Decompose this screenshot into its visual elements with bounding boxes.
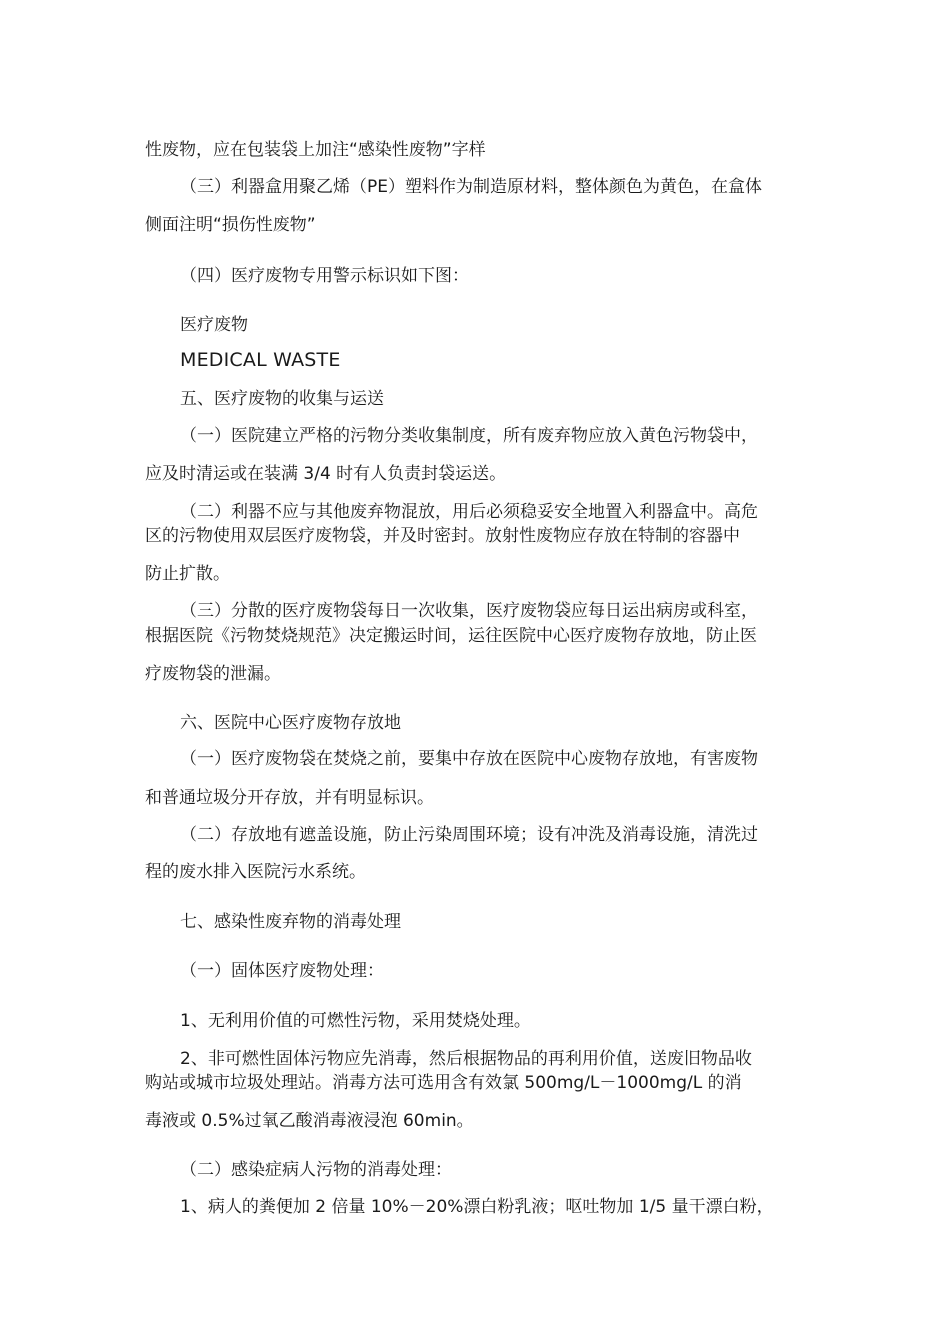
- text-line: 程的废水排入医院污水系统。: [145, 862, 366, 882]
- text-line: 根据医院《污物焚烧规范》决定搬运时间，运往医院中心医疗废物存放地，防止医: [145, 626, 757, 646]
- text-line: 性废物，应在包装袋上加注“感染性废物”字样: [145, 140, 486, 160]
- text-line: 防止扩散。: [145, 564, 230, 584]
- text-line: 毒液或 0.5%过氧乙酸消毒液浸泡 60min。: [145, 1111, 474, 1131]
- text-line: 区的污物使用双层医疗废物袋，并及时密封。放射性废物应存放在特制的容器中: [145, 526, 740, 546]
- subsection-heading: （一）固体医疗废物处理：: [180, 961, 384, 981]
- text-line: 应及时清运或在装满 3/4 时有人负责封袋运送。: [145, 464, 507, 484]
- subsection-heading: （二）感染症病人污物的消毒处理：: [180, 1160, 452, 1180]
- text-line: 和普通垃圾分开存放，并有明显标识。: [145, 788, 434, 808]
- section-heading: 七、感染性废弃物的消毒处理: [180, 912, 401, 932]
- text-line: （一）医院建立严格的污物分类收集制度，所有废弃物应放入黄色污物袋中，: [180, 426, 758, 446]
- section-heading: 五、医疗废物的收集与运送: [180, 389, 384, 409]
- text-line: （三）利器盒用聚乙烯（PE）塑料作为制造原材料，整体颜色为黄色，在盒体: [180, 177, 762, 197]
- text-line: （一）医疗废物袋在焚烧之前，要集中存放在医院中心废物存放地，有害废物: [180, 749, 758, 769]
- text-line: 2、非可燃性固体污物应先消毒，然后根据物品的再利用价值，送废旧物品收: [180, 1049, 752, 1069]
- text-line: （三）分散的医疗废物袋每日一次收集，医疗废物袋应每日运出病房或科室，: [180, 601, 758, 621]
- section-heading: 六、医院中心医疗废物存放地: [180, 713, 401, 733]
- warning-label-english: MEDICAL WASTE: [180, 349, 341, 371]
- text-line: 侧面注明“损伤性废物”: [145, 215, 316, 235]
- text-line: 1、无利用价值的可燃性污物，采用焚烧处理。: [180, 1011, 531, 1031]
- text-line: 疗废物袋的泄漏。: [145, 664, 281, 684]
- text-line: 1、病人的粪便加 2 倍量 10%－20%漂白粉乳液；呕吐物加 1/5 量干漂白粉，: [180, 1197, 774, 1217]
- text-line: （二）存放地有遮盖设施，防止污染周围环境；设有冲洗及消毒设施，清洗过: [180, 825, 758, 845]
- text-line: （二）利器不应与其他废弃物混放，用后必须稳妥安全地置入利器盒中。高危: [180, 502, 758, 522]
- text-line: 购站或城市垃圾处理站。消毒方法可选用含有效氯 500mg/L－1000mg/L 的消: [145, 1073, 742, 1093]
- text-line: （四）医疗废物专用警示标识如下图：: [180, 266, 469, 286]
- warning-label-chinese: 医疗废物: [180, 315, 248, 335]
